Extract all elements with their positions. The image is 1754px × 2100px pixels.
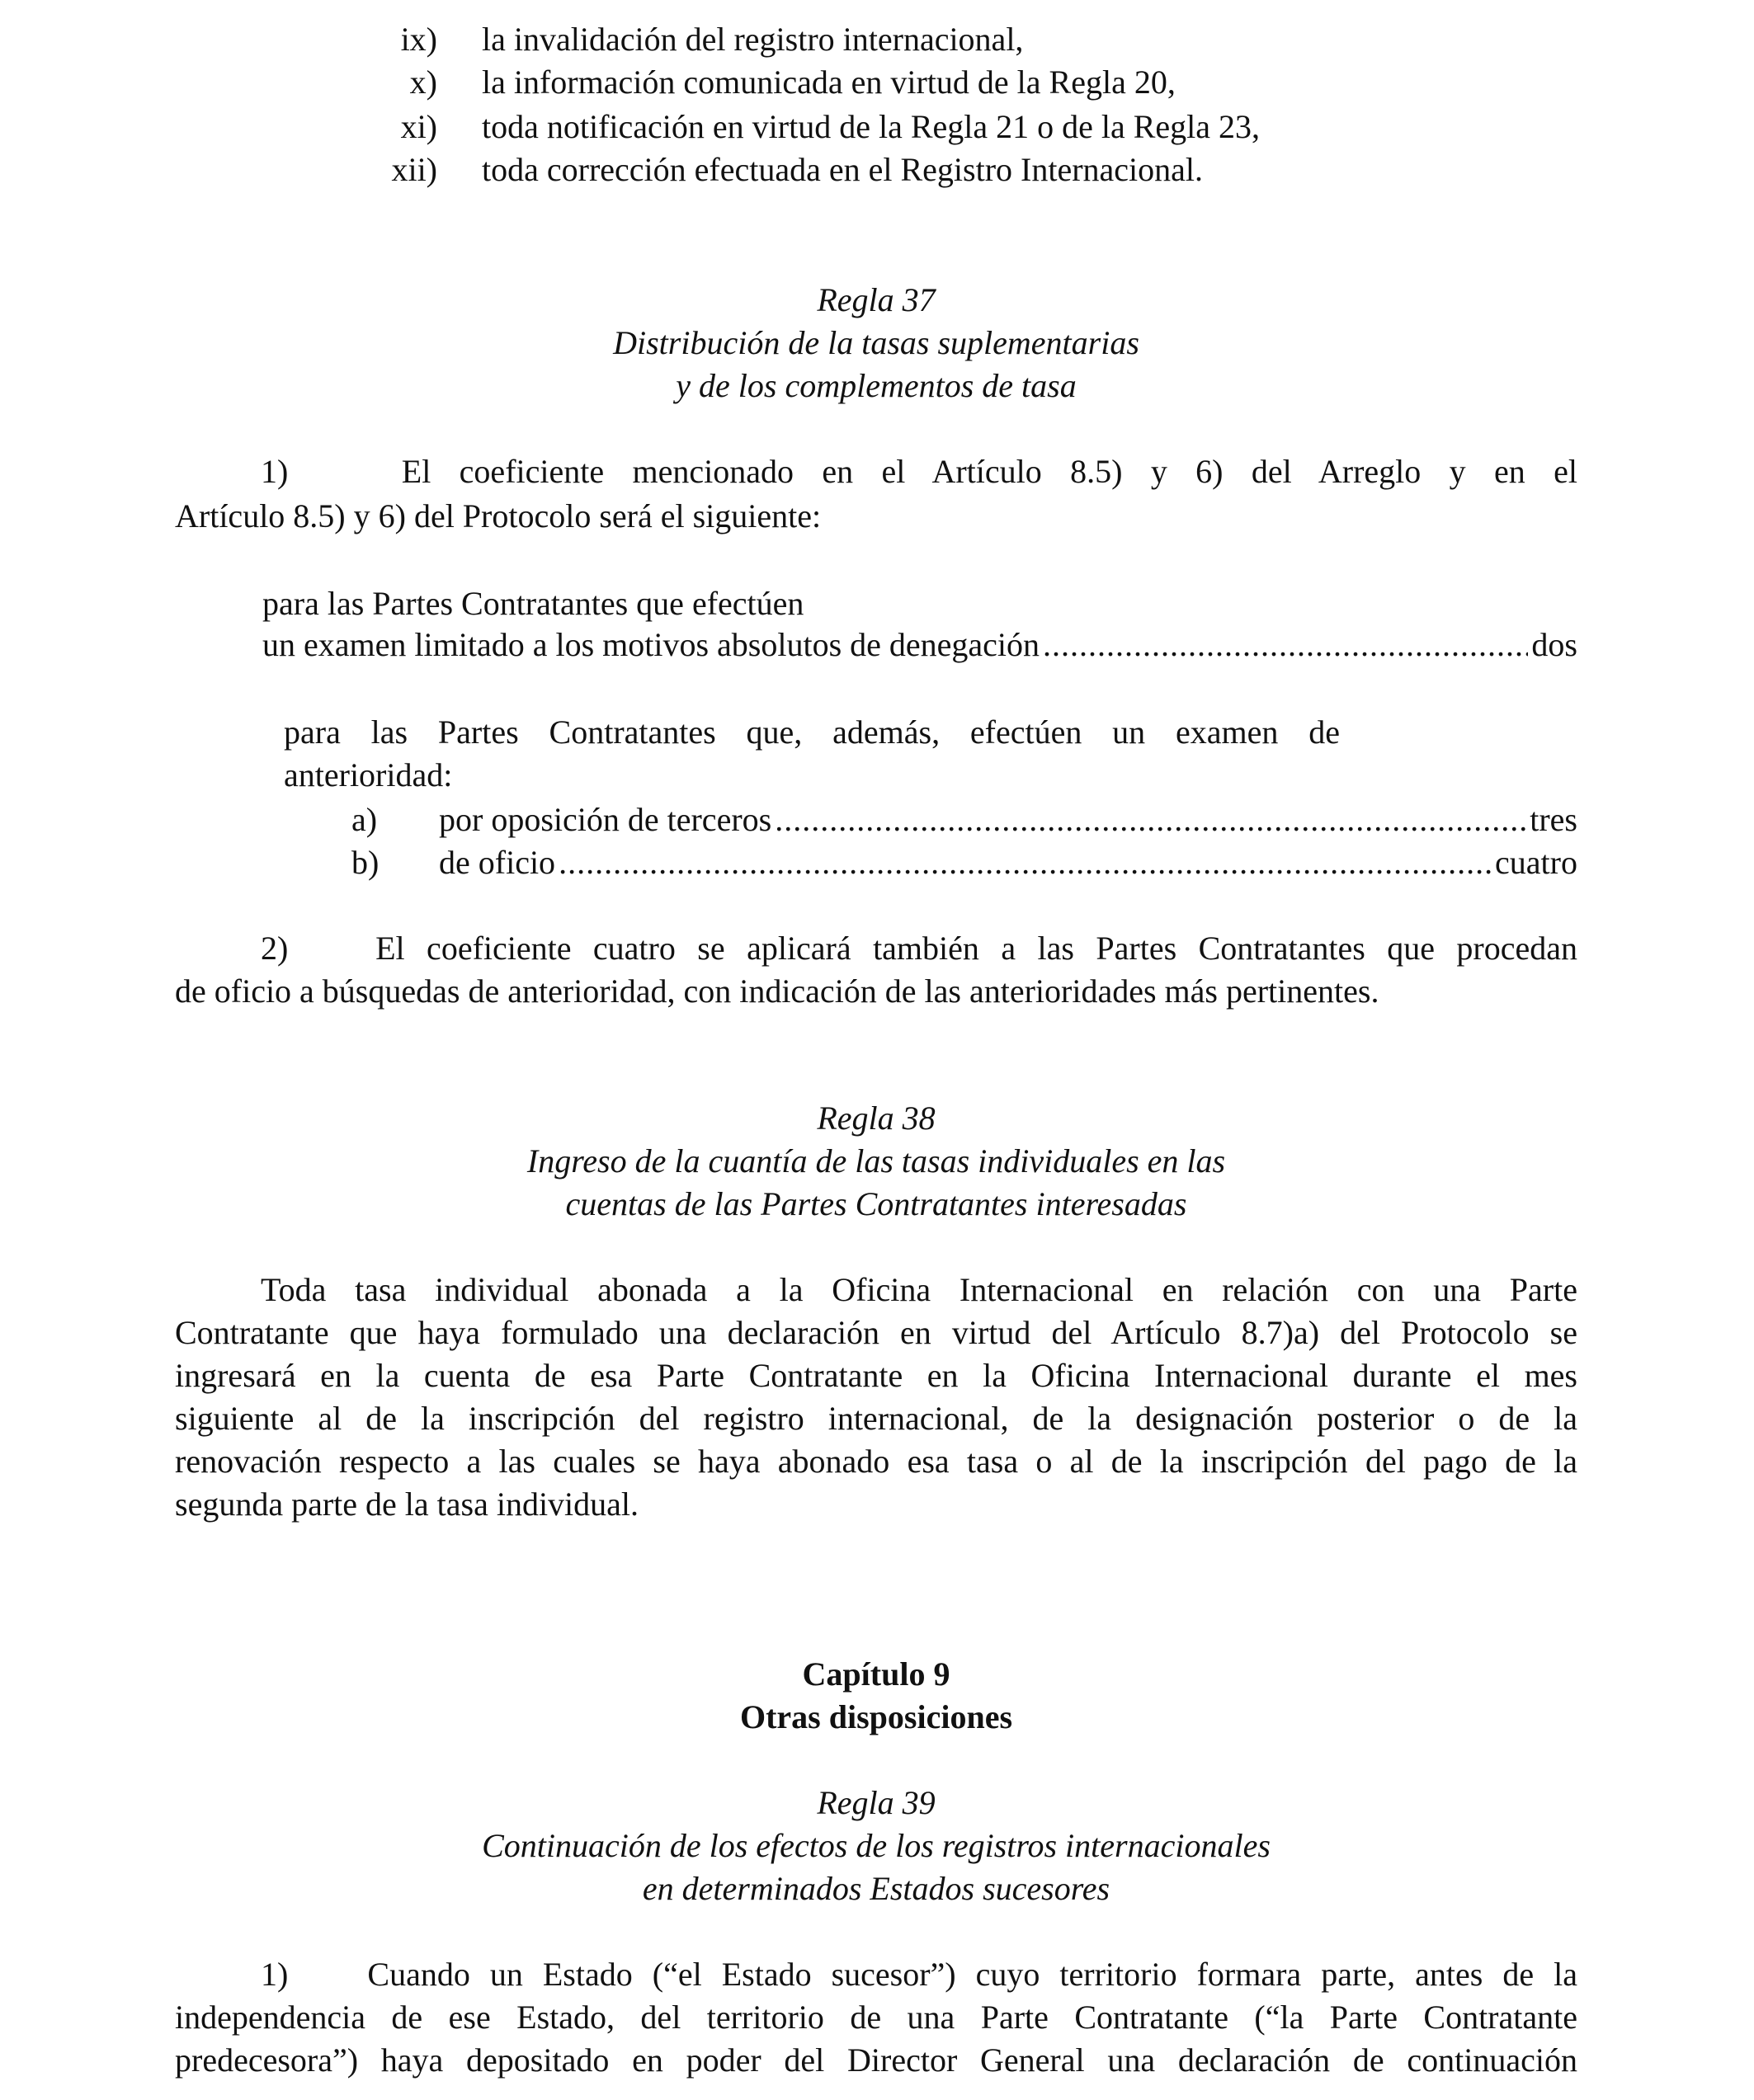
coefficient-value: cuatro <box>1495 844 1577 881</box>
sub-item-label: b) <box>351 844 380 881</box>
regla-38-paragraph-line: renovación respecto a las cuales se haya abonado esa tasa o al de la inscripción del pago de la <box>175 1443 1577 1480</box>
regla-38-paragraph-line: Contratante que haya formulado una declaración en virtud del Artículo 8.7)a) del Protocolo se <box>175 1314 1577 1351</box>
dot-leader <box>775 798 1526 841</box>
list-item-number: xii) <box>391 151 437 188</box>
regla-39-paragraph-line: predecesora”) haya depositado en poder del Director General una declaración de continuación <box>175 2041 1577 2079</box>
regla-39-paragraph-line: 1) Cuando un Estado (“el Estado sucesor”) cuyo territorio formara parte, antes de la <box>261 1956 1577 1993</box>
regla-37-paragraph-1-line: Artículo 8.5) y 6) del Protocolo será el siguiente: <box>175 497 822 534</box>
dot-leader <box>1043 624 1528 666</box>
list-item-number: x) <box>409 64 437 101</box>
coefficient-block-1-line: para las Partes Contratantes que efectúen <box>262 585 804 622</box>
coefficient-block-2-line: anterioridad: <box>284 756 453 793</box>
list-item-text: la invalidación del registro internacional, <box>482 21 1024 58</box>
regla-39-paragraph-line: independencia de ese Estado, del territorio de una Parte Contratante (“la Parte Contratante <box>175 1999 1577 2036</box>
regla-37-subtitle-1: Distribución de la tasas suplementarias <box>613 324 1139 361</box>
dot-leader <box>559 841 1492 884</box>
coefficient-block-2-line: para las Partes Contratantes que, además, efectúen un examen de <box>284 713 1340 751</box>
regla-38-paragraph-line: siguiente al de la inscripción del registro internacional, de la designación posterior o de la <box>175 1400 1577 1437</box>
list-item-text: toda notificación en virtud de la Regla 21 o de la Regla 23, <box>482 108 1261 145</box>
chapter-subtitle: Otras disposiciones <box>739 1698 1013 1735</box>
regla-38-paragraph-line: Toda tasa individual abonada a la Oficina Internacional en relación con una Parte <box>261 1271 1577 1308</box>
coefficient-row-ex-officio <box>439 841 1577 884</box>
list-item-text: toda corrección efectuada en el Registro Internacional. <box>482 151 1204 188</box>
regla-37-paragraph-1-line: 1) El coeficiente mencionado en el Artículo 8.5) y 6) del Arreglo y en el <box>261 453 1577 490</box>
regla-37-paragraph-2-line: 2) El coeficiente cuatro se aplicará también a las Partes Contratantes que procedan <box>261 930 1577 967</box>
coefficient-label: un examen limitado a los motivos absolutos de denegación <box>262 626 1040 663</box>
regla-37-paragraph-2-line: de oficio a búsquedas de anterioridad, con indicación de las anterioridades más pertinentes. <box>175 972 1379 1010</box>
regla-39-subtitle-2: en determinados Estados sucesores <box>642 1870 1110 1907</box>
coefficient-row-opposition <box>439 798 1577 841</box>
coefficient-value: dos <box>1531 626 1577 663</box>
regla-38-subtitle-1: Ingreso de la cuantía de las tasas individuales en las <box>526 1142 1226 1179</box>
list-item-number: ix) <box>400 21 437 58</box>
coefficient-label: de oficio <box>439 844 556 881</box>
regla-39-subtitle-1: Continuación de los efectos de los registros internacionales <box>482 1827 1271 1864</box>
coefficient-value: tres <box>1530 801 1577 838</box>
chapter-title: Capítulo 9 <box>802 1655 950 1693</box>
coefficient-label: por oposición de terceros <box>439 801 772 838</box>
regla-38-subtitle-2: cuentas de las Partes Contratantes interesadas <box>565 1185 1187 1222</box>
coefficient-row-absolute <box>262 624 1577 666</box>
regla-38-title: Regla 38 <box>817 1099 936 1137</box>
list-item-number: xi) <box>400 108 437 145</box>
regla-38-paragraph-line: segunda parte de la tasa individual. <box>175 1486 639 1523</box>
sub-item-label: a) <box>351 801 378 838</box>
regla-37-title: Regla 37 <box>817 281 936 318</box>
list-item-text: la información comunicada en virtud de la Regla 20, <box>482 64 1176 101</box>
regla-38-paragraph-line: ingresará en la cuenta de esa Parte Contratante en la Oficina Internacional durante el mes <box>175 1357 1577 1394</box>
regla-39-title: Regla 39 <box>817 1784 936 1821</box>
regla-37-subtitle-2: y de los complementos de tasa <box>676 367 1077 404</box>
